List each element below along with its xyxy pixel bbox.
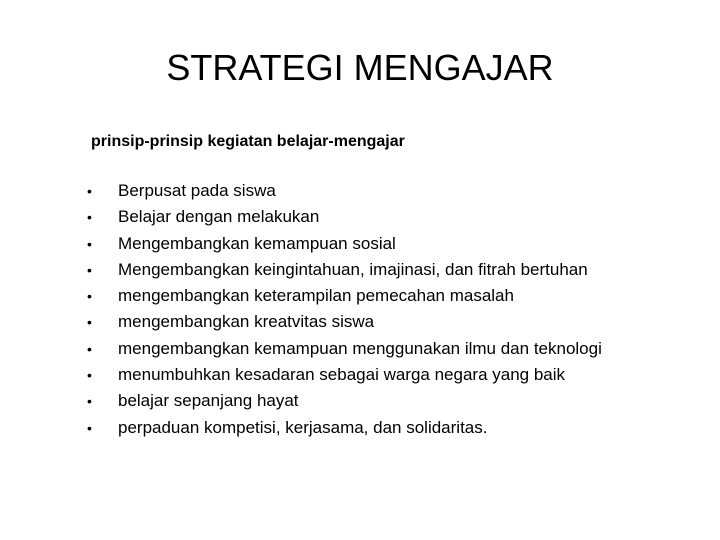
bullet-icon: •	[87, 261, 92, 278]
list-item-text: Berpusat pada siswa	[118, 181, 276, 200]
list-item	[87, 204, 602, 230]
bullet-icon: •	[87, 367, 92, 384]
list-item	[87, 283, 602, 309]
list-item-text: belajar sepanjang hayat	[118, 391, 299, 411]
list-item-text: mengembangkan keterampilan pemecahan masalah	[118, 286, 514, 306]
list-item	[87, 362, 602, 388]
list-item-text: Belajar dengan melakukan	[118, 207, 320, 227]
bullet-icon: •	[87, 288, 92, 305]
list-item	[87, 257, 602, 283]
list-item	[87, 309, 602, 335]
list-item-text: mengembangkan kreatvitas siswa	[118, 312, 375, 332]
bullet-icon: •	[87, 209, 92, 226]
list-item	[87, 388, 602, 414]
bullet-icon: •	[87, 419, 92, 436]
bullet-icon: •	[87, 235, 92, 252]
slide-title: STRATEGI MENGAJAR	[166, 47, 554, 88]
bullet-list	[87, 178, 602, 441]
bullet-icon: •	[87, 340, 92, 357]
list-item	[87, 178, 602, 204]
list-item-text: perpaduan kompetisi, kerjasama, dan solidaritas.	[118, 417, 488, 437]
list-item	[87, 336, 602, 362]
list-item-text: Mengembangkan kemampuan sosial	[118, 233, 396, 253]
list-item-text: Mengembangkan keingintahuan, imajinasi, dan fitrah bertuhan	[118, 259, 588, 279]
bullet-icon: •	[87, 183, 92, 199]
list-item	[87, 415, 602, 441]
list-item-text: mengembangkan kemampuan menggunakan ilmu dan teknologi	[118, 338, 602, 358]
slide-subtitle: prinsip-prinsip kegiatan belajar-mengajar	[91, 133, 405, 150]
list-item-text: menumbuhkan kesadaran sebagai warga negara yang baik	[118, 365, 566, 385]
list-item	[87, 231, 602, 257]
bullet-icon: •	[87, 314, 92, 331]
bullet-icon: •	[87, 393, 92, 410]
